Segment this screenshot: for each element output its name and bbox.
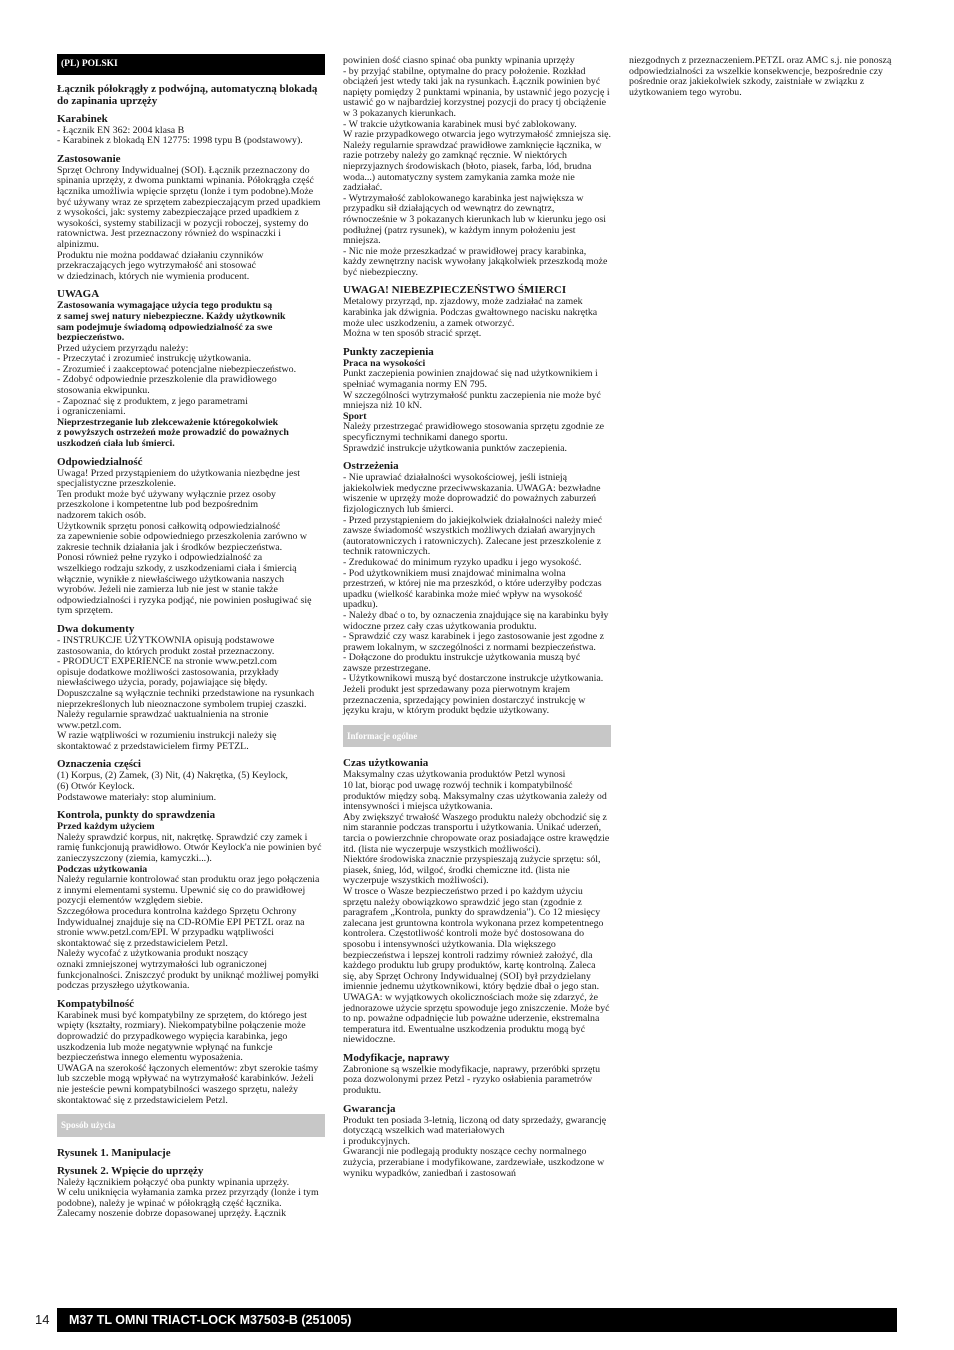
kontrola-sub-during-use: Podczas użytkowania (57, 863, 148, 875)
modyfikacje-heading: Modyfikacje, naprawy (343, 1051, 450, 1064)
section-bar-general-info: Informacje ogólne (343, 725, 611, 748)
karabinek-heading: Karabinek (57, 112, 108, 125)
oznaczenia-heading: Oznaczenia części (57, 758, 141, 771)
uwaga-text: Przed użyciem przyrządu należy: - Przeczytać i zrozumieć instrukcję użytkowania. - Zrozumieć i zaakceptować potencjalne niebezpieczeństwo. - Zdobyć odpowiednie przeszkolenie dla prawidłowego stosowania ekwipunku. - Zapoznać się z produktem, z jego parametrami i ograniczeniami. (57, 342, 297, 418)
smierc-heading: UWAGA! NIEBEZPIECZEŃSTWO ŚMIERCI (343, 284, 567, 297)
kompatybilnosc-heading: Kompatybilność (57, 997, 135, 1010)
uwaga-bold-consequence: Nieprzestrzeganie lub zlekceważenie któregokolwiek z powyższych ostrzeżeń może prowadzić do poważnych uszkodzeń ciała lub śmierci. (57, 416, 289, 450)
czas-heading: Czas użytkowania (343, 757, 429, 770)
smierc-text: Metalowy przyrząd, np. zjazdowy, może zadziałać na zamek karabinka jak dźwignia. Podczas gwałtownego nacisku nakrętka może ulec uszkodzeniu, a zamek otworzyć. Można w ten sposób stracić sprzęt. (343, 296, 598, 340)
footer-product-label: M37 TL OMNI TRIACT-LOCK M37503-B (251005) (57, 1308, 897, 1332)
punkty-sub-height-work: Praca na wysokości (343, 357, 426, 369)
czas-text: Maksymalny czas użytkowania produktów Petzl wynosi 10 lat, biorąc pod uwagę rozwój technik i kompatybilność produktów między sobą. Maksymalny czas użytkowania zależy od intensywności i miejsca użytkowania. Aby zwiększyć trwałość Waszego produktu należy obchodzić się z nim starannie podczas transportu i użytkowania. Unikać uderzeń, tarcia o powierzchnie chropowate oraz posiadające ostre krawędzie itd. (lista nie wyczerpuje wszystkich możliwości). Niektóre środowiska znacznie przyspieszają zużycie sprzętu: sól, piasek, śnieg, lód, wilgoć, środki chemiczne itd. (lista nie wyczerpuje wszystkich możliwości). W trosce o Wasze bezpieczeństwo przed i po każdym użyciu sprzętu należy obowiązkowo sprawdzić jego stan (zgodnie z paragrafem „Kontrola, punkty do sprawdzenia"). Co 12 miesięcy zalecana jest gruntowna kontrola wykonana przez kompetentnego kontrolera. Częstotliwość kontroli może być dostosowana do sposobu i intensywności użytkowania. Dla większego bezpieczeństwa i lepszej kontroli radzimy również założyć, dla każdego produktu lub grupy produktów, kartę kontrolną. Zaleca się, aby Sprzęt Ochrony Indywidualnej (SOI) był przydzielany imiennie jednemu użytkownikowi, który będzie dbał o jego stan. UWAGA: w wyjątkowych okolicznościach może się zdarzyć, że jednorazowe użycie sprzętu spowoduje jego zniszczenie. Może być to np. poważne odpadnięcie lub poważne uderzenie, ekstremalna temperatura itd. Ewentualne uszkodzenia produktu mogą być niewidoczne. (343, 769, 610, 1046)
punkty-sub-sport: Sport (343, 410, 367, 422)
column-1 (57, 54, 325, 1220)
odpowiedzialnosc-heading: Odpowiedzialność (57, 455, 143, 468)
page-number: 14 (35, 1312, 50, 1327)
punkty-text-height-work: Punkt zaczepienia powinien znajdować się nad użytkownikiem i spełniać wymagania normy EN 795. W szczególności wytrzymałość punktu zaczepienia nie może być mniejsza niż 10 kN. (343, 368, 601, 412)
karabinek-text: - Łącznik EN 362: 2004 klasa B - Karabinek z blokadą EN 12775: 1998 typu B (podstawowy). (57, 124, 303, 147)
column-3 (629, 56, 897, 98)
kontrola-sub-before-use: Przed każdym użyciem (57, 821, 155, 833)
kontrola-heading: Kontrola, punkty do sprawdzenia (57, 809, 216, 822)
modyfikacje-text: Zabronione są wszelkie modyfikacje, naprawy, przeróbki sprzętu poza dozwolonymi przez Petzl - ryzyko osłabienia parametrów produktu. (343, 1063, 601, 1097)
zastosowanie-heading: Zastosowanie (57, 152, 121, 165)
uwaga-bold-warning: Zastosowania wymagające użycia tego produktu są z samej swej natury niebezpieczne. Każdy użytkownik sam podejmuje świadomą odpowiedzialność za swe bezpieczeństwo. (57, 300, 286, 344)
gwarancja-heading: Gwarancja (343, 1102, 396, 1115)
punkty-heading: Punkty zaczepienia (343, 345, 434, 358)
zastosowanie-text: Sprzęt Ochrony Indywidualnej (SOI). Łącznik przeznaczony do spinania uprzęży, z dwoma punktami wpinania. Półokrągła część łącznika umożliwia wpięcie sprzętu (lonże i tym podobne).Może być używany wraz ze sprzętem zabezpieczającym przed upadkiem z wysokości, jak: systemy zabezpieczające przed upadkiem z wysokości, systemy stabilizacji w pozycji roboczej, systemy do ratownictwa. Jest przeznaczony również do wspinaczki i alpinizmu. Produktu nie można poddawać działaniu czynników przekraczających jego wytrzymałość ani stosować w dziedzinach, których nie wymienia producent. (57, 164, 321, 282)
punkty-text-sport: Należy przestrzegać prawidłowego stosowania sprzętu zgodnie ze specyficznymi technikami danego sportu. Sprawdzić instrukcje użytkowania punktów zaczepienia. (343, 421, 605, 454)
document-title: Łącznik półokrągły z podwójną, automatyczną blokadą do zapinania uprzęży (57, 82, 318, 107)
language-header: (PL) POLSKI (57, 54, 325, 75)
odpowiedzialnosc-text: Uwaga! Przed przystąpieniem do użytkowania niezbędne jest specjalistyczne przeszkolenie. Ten produkt może być używany wyłącznie przez osoby przeszkolone i kompetentne lub pod bezpośrednim nadzorem takich osób. Użytkownik sprzętu ponosi całkowitą odpowiedzialność za zapewnienie sobie odpowiedniego przeszkolenia zarówno w zakresie technik działania jak i środków bezpieczeństwa. Ponosi również pełne ryzyko i odpowiedzialność za wszelkiego rodzaju szkody, z uszkodzeniami ciała i śmiercią włącznie, wynikłe z niewłaściwego użytkowania naszych wyrobów. Jeżeli nie zamierza lub nie jest w stanie także odpowiedzialności i ryzyka podjąć, nie powinien posługiwać się tym sprzętem. (57, 467, 312, 617)
column-2 (343, 56, 611, 1179)
section-bar-usage: Sposób użycia (57, 1114, 325, 1137)
ostrzezenia-text: - Nie uprawiać działalności wysokościowej, jeśli istnieją jakiekolwiek medyczne przeciwwskazania. UWAGA: bezwładne wiszenie w uprzęży może doprowadzić do poważnych zaburzeń fizjologicznych lub śmierci. - Przed przystąpieniem do jakiejkolwiek działalności należy mieć zawsze świadomość wszystkich możliwych działań awaryjnych (autoratowniczych i ratowniczych). Zalecane jest przeszkolenie z technik ratowniczych. - Zredukować do minimum ryzyko upadku i jego wysokość. - Pod użytkownikiem musi znajdować minimalna wolna przestrzeń, w której nie ma przeszkód, o które uderzyłby podczas upadku (wielkość karabinka może mieć wpływ na wysokość upadku). - Należy dbać o to, by oznaczenia znajdujące się na karabinku były widoczne przez cały czas użytkowania produktu. - Sprawdzić czy wasz karabinek i jego zastosowanie jest zgodne z prawem lokalnym, w szczególności z normami bezpieczeństwa. - Dołączone do produktu instrukcje użytkowania muszą być zawsze przestrzegane. - Użytkownikowi muszą być dostarczone instrukcje użytkowania. Jeżeli produkt jest sprzedawany poza pierwotnym krajem przeznaczenia, sprzedający powinien dostarczyć instrukcję w języku kraju, w którym produkt będzie użytkowany. (343, 472, 609, 717)
kontrola-text-before-use: Należy sprawdzić korpus, nit, nakrętkę. Sprawdzić czy zamek i ramię funkcjonują prawidłowo. Otwór Keylock'a nie powinien być zanieczyszczony (ziemia, kamyczki...). (57, 831, 322, 865)
dokumenty-text: - INSTRUKCJE UŻYTKOWNIA opisują podstawowe zastosowania, do których produkt został przeznaczony. - PRODUCT EXPERIENCE na stronie www.petzl.com opisuje dodatkowe możliwości zastosowania, przykłady niewłaściwego użycia, porady, pojawiające się błędy. Dopuszczalne są wyłącznie techniki przedstawione na rysunkach nieprzekreślonych lub nieoznaczone symbolem trupiej czaszki. Należy regularnie sprawdzać uaktualnienia na stronie www.petzl.com. W razie wątpliwości w rozumieniu instrukcji należy się skontaktować z przedstawicielem firmy PETZL. (57, 634, 315, 752)
gwarancja-continued-text: niezgodnych z przeznaczeniem.PETZL oraz AMC s.j. nie ponoszą odpowiedzialności za wszelkie konsekwencje, bezpośrednie czy pośrednie oraz jakiekolwiek szkody, zaistniałe w związku z użytkowaniem tego wyrobu. (629, 55, 892, 98)
uwaga-heading: UWAGA (57, 288, 100, 301)
kontrola-text-during-use: Należy regularnie kontrolować stan produktu oraz jego połączenia z innymi elementami systemu. Upewnić się co do prawidłowej pozycji elementów względem siebie. Szczegółowa procedura kontrolna każdego Sprzętu Ochrony Indywidualnej znajduje się na CD-ROMie EPI PETZL oraz na stronie www.petzl.com/EPI. W przypadku wątpliwości skontaktować się z przedstawicielem Petzl. Należy wycofać z użytkowania produkt noszący oznaki zmniejszonej wytrzymałości lub ograniczonej funkcjonalności. Zniszczyć produkt by uniknąć możliwej pomyłki podczas przyszłego użytkowania. (57, 874, 320, 992)
rysunek2-text: Należy łącznikiem połączyć oba punkty wpinania uprzęży. W celu uniknięcia wyłamania zamka przez przyrządy (lonże i tym podobne), należy je wpinać w półokrągłą część łącznika. Zalecamy noszenie dobrze dopasowanej uprzęży. Łącznik (57, 1176, 319, 1220)
kompatybilnosc-text: Karabinek musi być kompatybilny ze sprzętem, do którego jest wpięty (kształty, rozmiary). Niekompatybilne połączenie może doprowadzić do przypadkowego wypięcia karabinka, jego uszkodzenia lub może negatywnie wpłynąć na funkcje bezpieczeństwa innego elementu wyposażenia. UWAGA na szerokość łączonych elementów: zbyt szerokie taśmy lub szczeble mogą wpływać na wytrzymałość karabinków. Jeżeli nie jesteście pewni kompatybilności waszego sprzętu, należy skontaktować się z przedstawicielem Petzl. (57, 1009, 319, 1106)
ostrzezenia-heading: Ostrzeżenia (343, 460, 399, 473)
dokumenty-heading: Dwa dokumenty (57, 622, 135, 635)
gwarancja-text: Produkt ten posiada 3-letnią, liczoną od daty sprzedaży, gwarancję dotyczącą wszelkich wad materiałowych i produkcyjnych. Gwarancji nie podlegają produkty noszące cechy normalnego zużycia, przerabiane i modyfikowane, zardzewiałe, uszkodzone w wyniku wypadków, zaniedbań i zastosowań (343, 1114, 607, 1179)
footer (35, 1308, 897, 1332)
rysunek2-continued-text: powinien dość ciasno spinać oba punkty wpinania uprzęży - by przyjąć stabilne, optymalne do pracy położenie. Rozkład obciążeń jest wtedy taki jak na rysunkach. Łącznik powinien być napięty pomiędzy 2 punktami wpinania, by ustawnić jego pozycję i ustawić go w najbardziej korzystnej pozycji do pracy tj obciążenie w 3 pokazanych kierunkach. - W trakcie użytkowania karabinek musi być zablokowany. W razie przypadkowego otwarcia jego wytrzymałość zmniejsza się. Należy regularnie sprawdzać prawidłowe zamknięcie łącznika, w razie potrzeby należy go zamknąć ręcznie. W niektórych nieprzyjaznych środowiskach (błoto, piasek, farba, lód, brudna woda...) automatyczny system zamykania zamka może nie zadziałać. - Wytrzymałość zablokowanego karabinka jest największa w przypadku sił działających od wewnątrz do zewnątrz, równocześnie w 3 pokazanych kierunkach lub w kierunku jego osi podłużnej (patrz rysunek), w każdym innym położeniu jest mniejsza. - Nic nie może przeszkadzać w prawidłowej pracy karabinka, każdy zewnętrzny nacisk wywołany jakąkolwiek przeszkodą może być niebezpieczny. (343, 55, 611, 278)
oznaczenia-text: (1) Korpus, (2) Zamek, (3) Nit, (4) Nakrętka, (5) Keylock, (6) Otwór Keylock. Podstawowe materiały: stop aluminium. (57, 770, 288, 803)
rysunek1-heading: Rysunek 1. Manipulacje (57, 1146, 171, 1159)
rysunek2-heading: Rysunek 2. Wpięcie do uprzęży (57, 1164, 204, 1177)
